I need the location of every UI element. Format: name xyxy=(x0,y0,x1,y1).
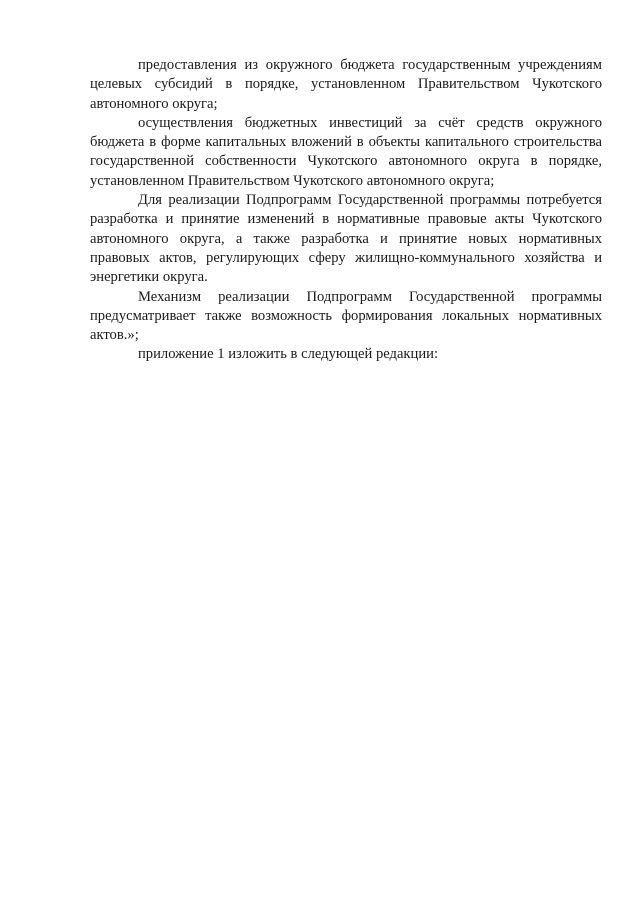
paragraph-subsidies: предоставления из окружного бюджета государственным учреждениям целевых субсидий в порядке, установленном Правительством Чукотского автономного округа; xyxy=(90,57,602,112)
document-body xyxy=(90,56,602,365)
paragraph-regulatory-acts: Для реализации Подпрограмм Государственной программы потребуется разработка и принятие изменений в нормативные правовые акты Чукотского автономного округа, а также разработка и принятие новых нормативных правовых актов, регулирующих сферу жилищно-коммунального хозяйства и энергетики округа. xyxy=(90,192,602,286)
paragraph-mechanism: Механизм реализации Подпрограмм Государственной программы предусматривает также возможность формирования локальных нормативных актов.»; xyxy=(90,288,602,344)
paragraph-investments: осуществления бюджетных инвестиций за счёт средств окружного бюджета в форме капитальных вложений в объекты капитального строительства государственной собственности Чукотского автономного округа в порядке, установленном Правительством Чукотского автономного округа; xyxy=(90,114,602,189)
paragraph-appendix-instruction: приложение 1 изложить в следующей редакции: xyxy=(138,346,438,363)
